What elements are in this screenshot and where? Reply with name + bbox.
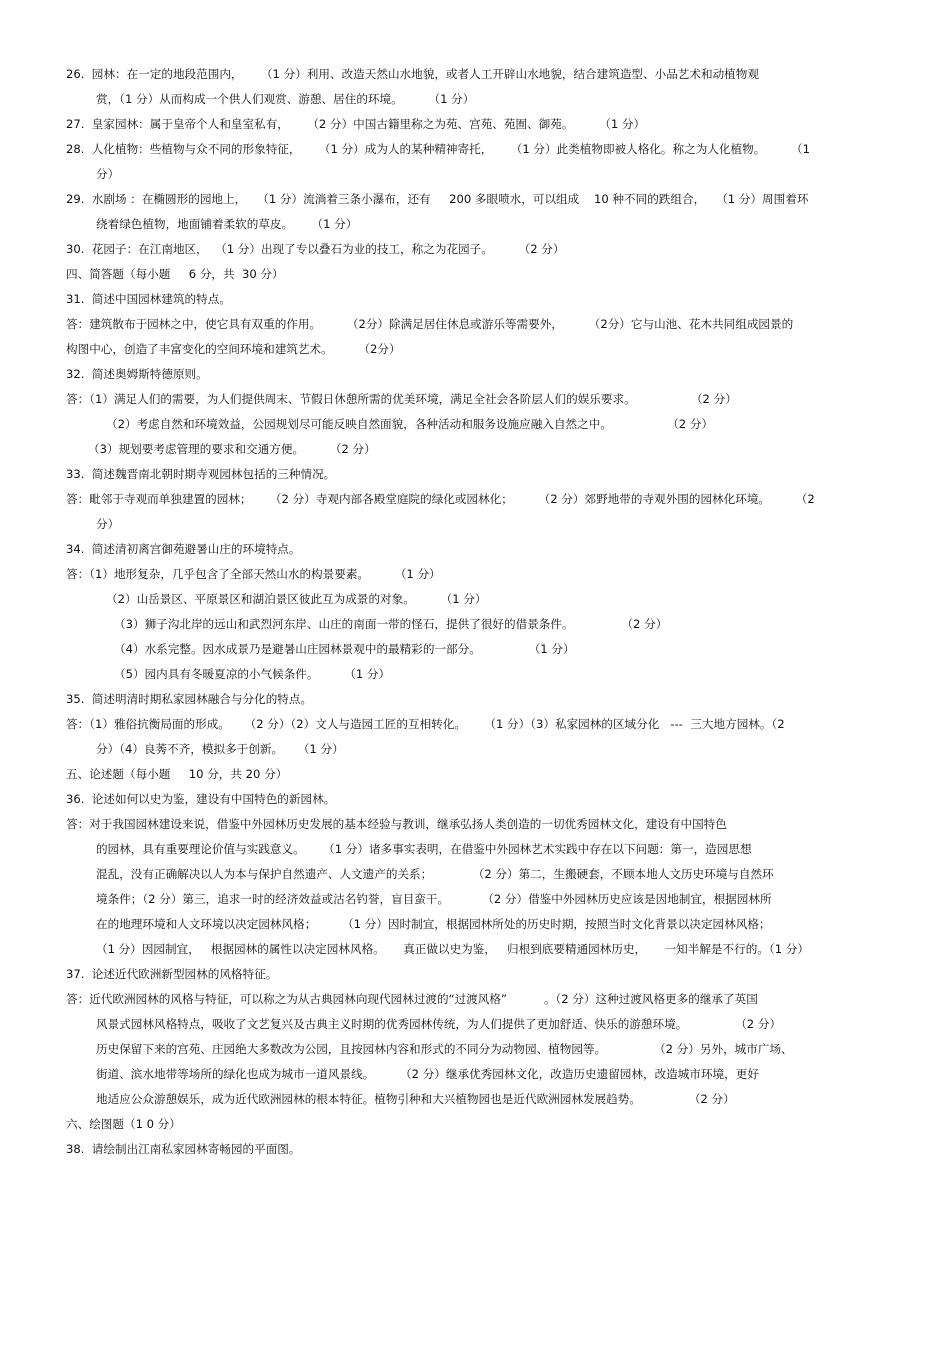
text-line: 36. 论述如何以史为鉴，建设有中国特色的新园林。 bbox=[66, 792, 336, 806]
text-line: 六、绘图题（1 0 分） bbox=[66, 1117, 181, 1131]
text-line: 答：（1）雅俗抗衡局面的形成。 （2 分）（2）文人与造园工匠的互相转化。 （1 分）（3）私家园林的区域分化 --- 三大地方园林。（2 bbox=[66, 717, 785, 731]
document-page bbox=[66, 62, 890, 1162]
text-line: （3）规划要考虑管理的要求和交通方便。 （2 分） bbox=[88, 442, 376, 456]
text-line: 38. 请绘制出江南私家园林寄畅园的平面图。 bbox=[66, 1142, 301, 1156]
text-line: （3）狮子沟北岸的远山和武烈河东岸、山庄的南面一带的怪石，提供了很好的借景条件。 （2 分） bbox=[114, 617, 668, 631]
text-line: 30. 花园子：在江南地区， （1 分）出现了专以叠石为业的技工，称之为花园子。 （2 分） bbox=[66, 242, 565, 256]
text-line: 境条件；（2 分）第三，追求一时的经济效益或沽名钓誉，盲目蛮干。 （2 分）借鉴中外园林历史应该是因地制宜，根据园林所 bbox=[96, 892, 772, 906]
text-line: 35. 简述明清时期私家园林融合与分化的特点。 bbox=[66, 692, 313, 706]
text-line: （1 分）因园制宜， 根据园林的属性以决定园林风格。 真正做以史为鉴， 归根到底要精通园林历史， 一知半解是不行的。（1 分） bbox=[96, 942, 809, 956]
text-line: （4）水系完整。因水成景乃是避暑山庄园林景观中的最精彩的一部分。 （1 分） bbox=[114, 642, 575, 656]
text-line: 混乱，没有正确解决以人为本与保护自然遗产、人文遗产的关系； （2 分）第二，生搬硬套，不顾本地人文历史环境与自然环 bbox=[96, 867, 774, 881]
text-line: （2）考虑自然和环境效益，公园规划尽可能反映自然面貌，各种活动和服务设施应融入自然之中。 （2 分） bbox=[106, 417, 714, 431]
text-line: 31. 简述中国园林建筑的特点。 bbox=[66, 292, 231, 306]
text-line: 34. 简述清初离宫御苑避暑山庄的环境特点。 bbox=[66, 542, 301, 556]
text-line: 答：（1）满足人们的需要，为人们提供周末、节假日休憩所需的优美环境，满足全社会各阶层人们的娱乐要求。 （2 分） bbox=[66, 392, 737, 406]
text-line: （5）园内具有冬暖夏凉的小气候条件。 （1 分） bbox=[114, 667, 391, 681]
text-line: 分） bbox=[96, 517, 120, 531]
text-line: 五、论述题（每小题 10 分，共 20 分） bbox=[66, 767, 288, 781]
text-line: 地适应公众游憩娱乐，成为近代欧洲园林的根本特征。植物引种和大兴植物园也是近代欧洲园林发展趋势。 （2 分） bbox=[96, 1092, 735, 1106]
text-line: 的园林，具有重要理论价值与实践意义。 （1 分）诸多事实表明，在借鉴中外园林艺术实践中存在以下问题：第一，造园思想 bbox=[96, 842, 752, 856]
text-line: 风景式园林风格特点，吸收了文艺复兴及古典主义时期的优秀园林传统，为人们提供了更加舒适、快乐的游憩环境。 （2 分） bbox=[96, 1017, 782, 1031]
text-line: 28. 人化植物：些植物与众不同的形象特征， （1 分）成为人的某种精神寄托， （1 分）此类植物即被人格化。称之为人化植物。 （1 bbox=[66, 142, 811, 156]
text-line: 27. 皇家园林：属于皇帝个人和皇室私有， （2 分）中国古籍里称之为苑、宫苑、苑囿、御苑。 （1 分） bbox=[66, 117, 646, 131]
text-line: 分） bbox=[96, 167, 120, 181]
text-line: 32. 简述奥姆斯特德原则。 bbox=[66, 367, 208, 381]
text-line: 答：对于我国园林建设来说，借鉴中外园林历史发展的基本经验与教训，继承弘扬人类创造的一切优秀园林文化，建设有中国特色 bbox=[66, 817, 727, 831]
text-line: 赏，（1 分）从而构成一个供人们观赏、游憩、居住的环境。 （1 分） bbox=[96, 92, 475, 106]
text-line: 历史保留下来的宫苑、庄园绝大多数改为公园，且按园林内容和形式的不同分为动物园、植物园等。 （2 分）另外，城市广场、 bbox=[96, 1042, 793, 1056]
text-line: 33. 简述魏晋南北朝时期寺观园林包括的三种情况。 bbox=[66, 467, 336, 481]
text-line: 分）（4）良莠不齐，模拟多于创新。 （1 分） bbox=[96, 742, 344, 756]
text-line: 26. 园林：在一定的地段范围内， （1 分）利用、改造天然山水地貌，或者人工开辟山水地貌，结合建筑造型、小品艺术和动植物观 bbox=[66, 67, 759, 81]
text-line: 答：毗邻于寺观而单独建置的园林； （2 分）寺观内部各殿堂庭院的绿化或园林化； （2 分）郊野地带的寺观外围的园林化环境。 （2 bbox=[66, 492, 815, 506]
text-line: 29. 水剧场 ：在椭圆形的园地上， （1 分）流淌着三条小瀑布，还有 200 多眼喷水，可以组成 10 种不同的跌组合， （1 分）周围着环 bbox=[66, 192, 809, 206]
text-line: 街道、滨水地带等场所的绿化也成为城市一道风景线。 （2 分）继承优秀园林文化，改造历史遗留园林，改造城市环境，更好 bbox=[96, 1067, 759, 1081]
text-line: 在的地理环境和人文环境以决定园林风格； （1 分）因时制宜，根据园林所处的历史时期，按照当时文化背景以决定园林风格； bbox=[96, 917, 771, 931]
text-line: 构图中心，创造了丰富变化的空间环境和建筑艺术。 （2分） bbox=[66, 342, 401, 356]
text-line: 答：建筑散布于园林之中，使它具有双重的作用。 （2分）除满足居住休息或游乐等需要外， （2分）它与山池、花木共同组成园景的 bbox=[66, 317, 794, 331]
text-line: 答：（1）地形复杂，几乎包含了全部天然山水的构景要素。 （1 分） bbox=[66, 567, 441, 581]
text-line: 答：近代欧洲园林的风格与特征，可以称之为从古典园林向现代园林过渡的“过渡风格” 。（2 分）这种过渡风格更多的继承了英国 bbox=[66, 992, 758, 1006]
text-line: 绕着绿色植物，地面铺着柔软的草皮。 （1 分） bbox=[96, 217, 358, 231]
text-line: 37. 论述近代欧洲新型园林的风格特征。 bbox=[66, 967, 278, 981]
text-line: 四、简答题（每小题 6 分，共 30 分） bbox=[66, 267, 284, 281]
text-line: （2）山岳景区、平原景区和湖泊景区彼此互为成景的对象。 （1 分） bbox=[106, 592, 487, 606]
